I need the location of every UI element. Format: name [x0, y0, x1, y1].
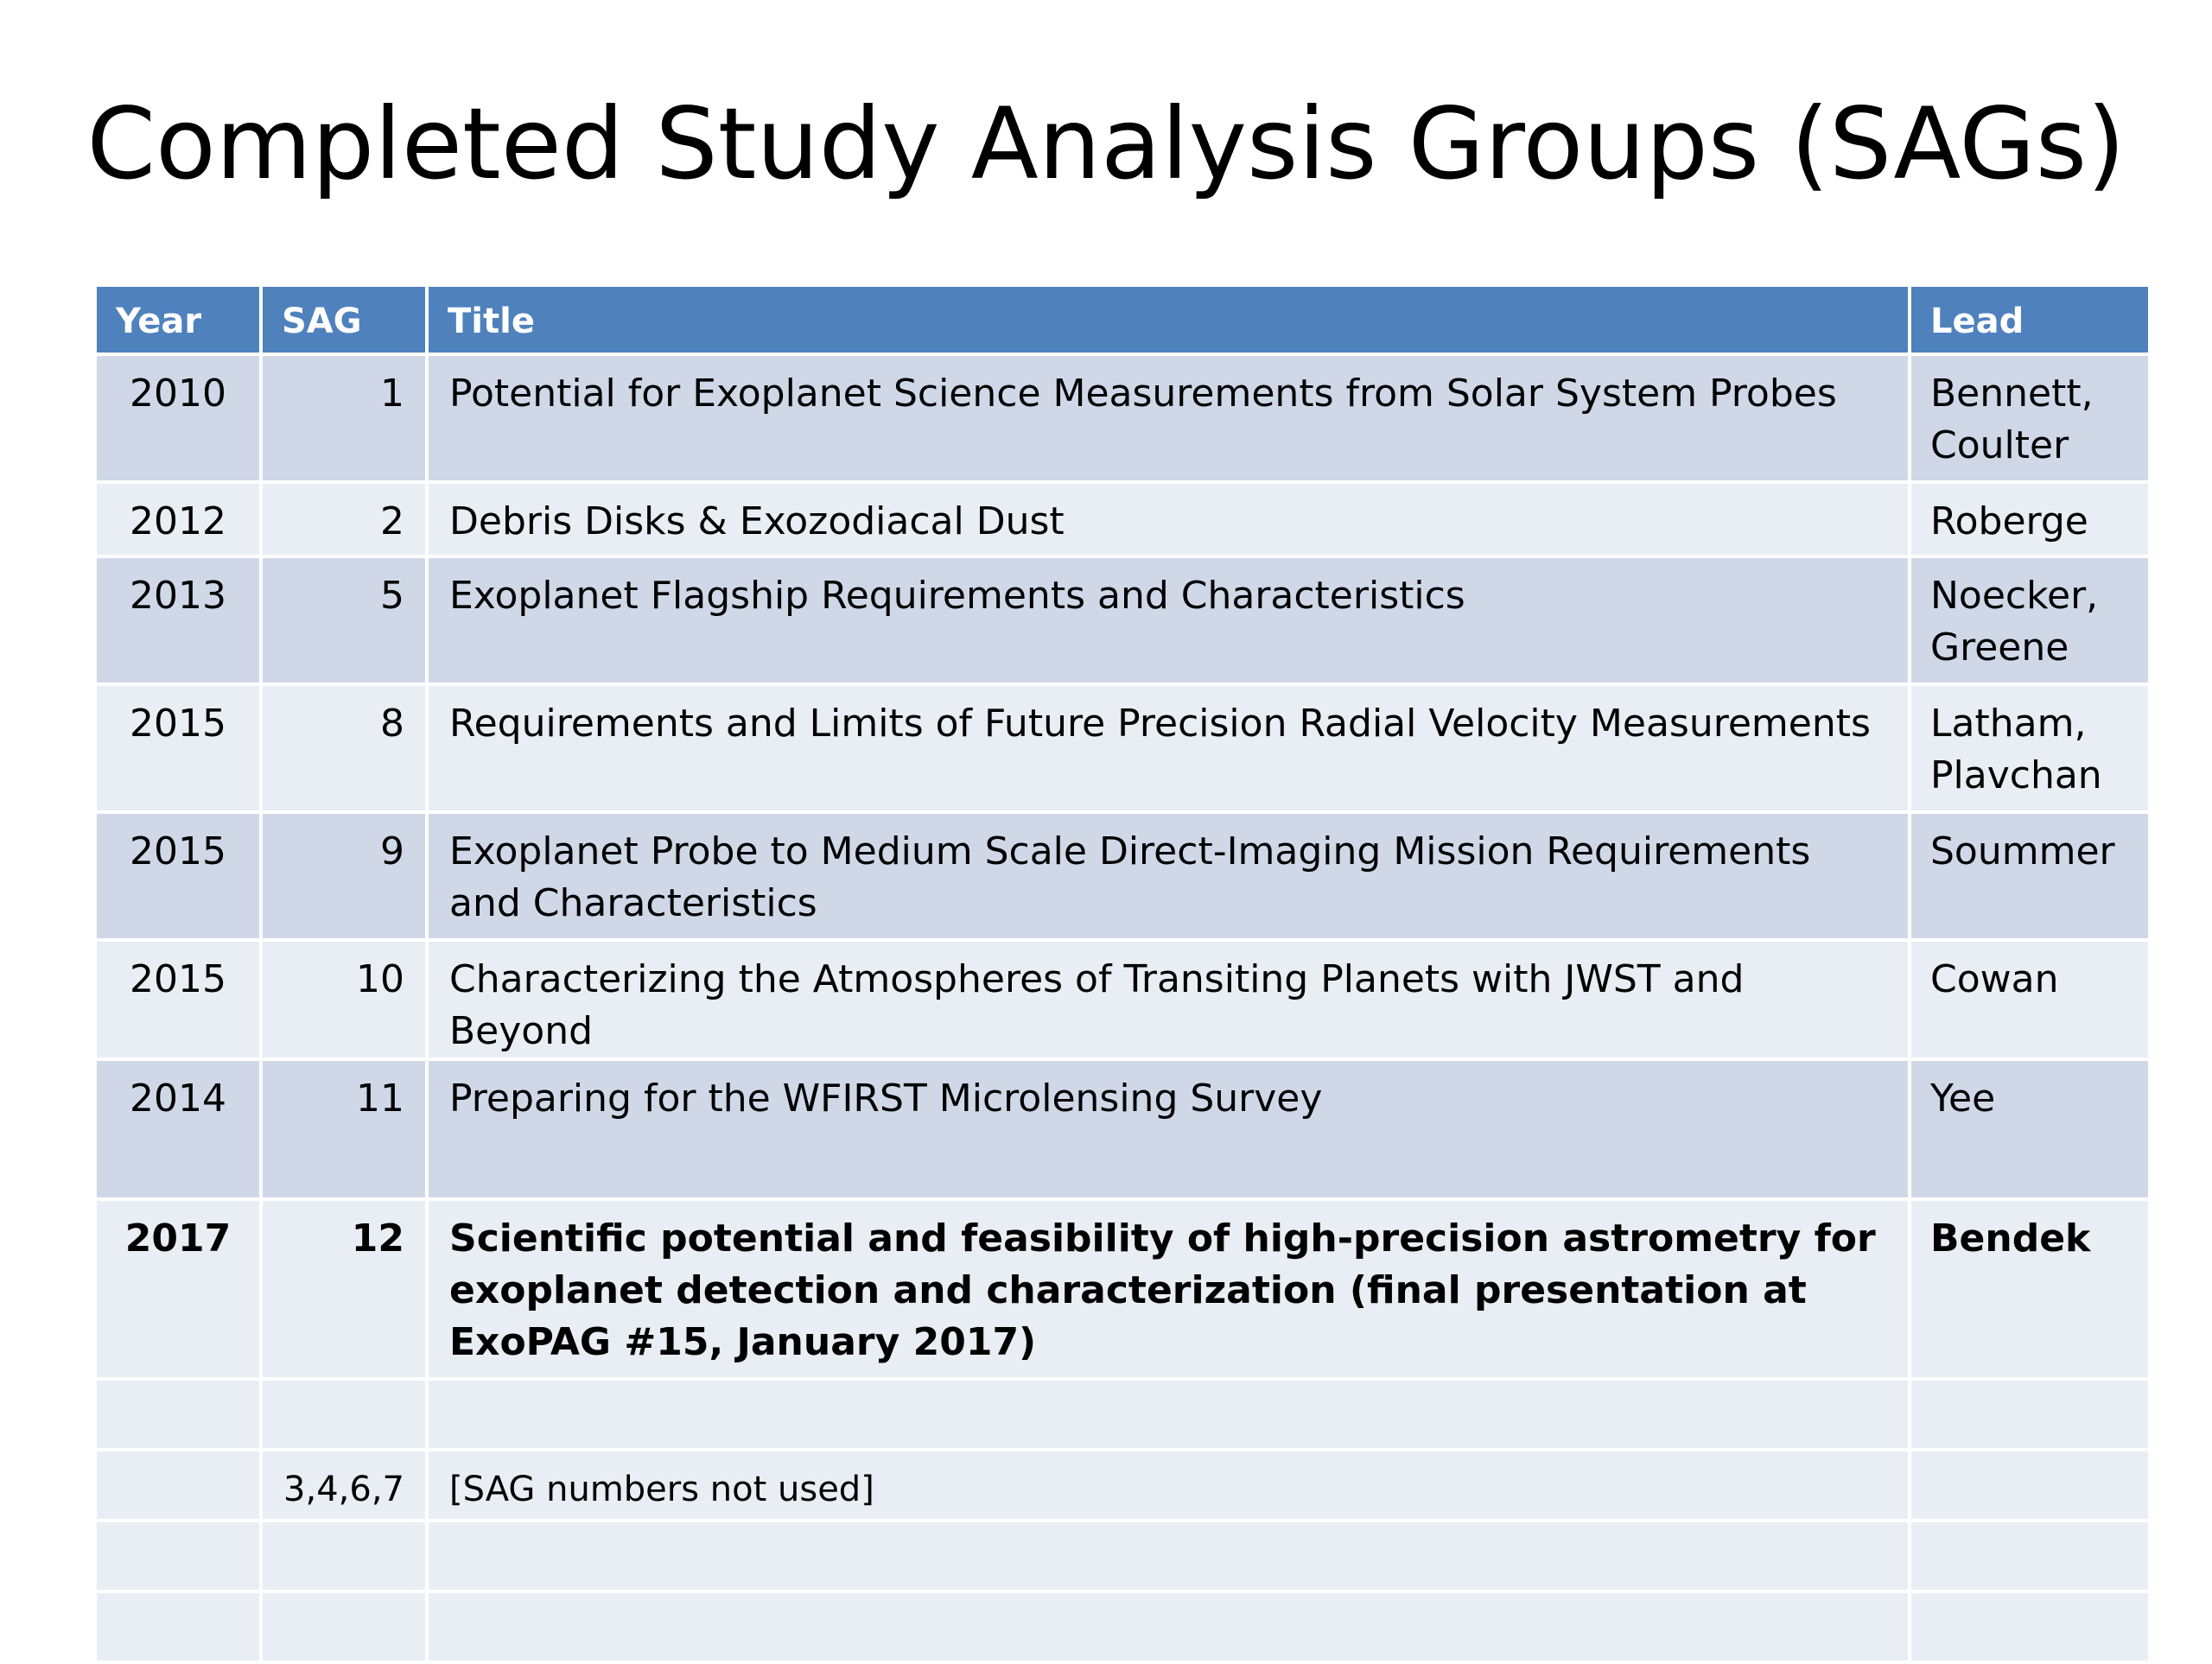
- table-row: [95, 684, 2150, 812]
- cell-year: [95, 1521, 261, 1591]
- cell-title: [SAG numbers not used]: [427, 1450, 1910, 1521]
- cell-title: Exoplanet Probe to Medium Scale Direct-Imaging Mission Requirements and Characteristics: [427, 812, 1910, 940]
- header-year: Year: [95, 285, 261, 354]
- cell-title: Debris Disks & Exozodiacal Dust: [427, 482, 1910, 556]
- cell-year: 2017: [95, 1199, 261, 1379]
- cell-year: 2013: [95, 556, 261, 684]
- cell-sag: 3,4,6,7: [261, 1450, 427, 1521]
- cell-year: 2014: [95, 1059, 261, 1199]
- slide-title: Completed Study Analysis Groups (SAGs): [86, 86, 2126, 201]
- cell-year: 2015: [95, 812, 261, 940]
- cell-sag: [261, 1521, 427, 1591]
- table-row: [95, 1591, 2150, 1662]
- cell-year: 2015: [95, 684, 261, 812]
- table-header-row: [95, 285, 2150, 354]
- table-row: [95, 940, 2150, 1059]
- cell-year: 2010: [95, 354, 261, 482]
- cell-title: Characterizing the Atmospheres of Transiting Planets with JWST and Beyond: [427, 940, 1910, 1059]
- cell-sag: 8: [261, 684, 427, 812]
- cell-lead: Soummer: [1910, 812, 2150, 940]
- cell-title: Scientific potential and feasibility of high-precision astrometry for exoplanet detection and characterization (final presentation at ExoPAG #15, January 2017): [427, 1199, 1910, 1379]
- cell-sag: 5: [261, 556, 427, 684]
- header-lead: Lead: [1910, 285, 2150, 354]
- cell-sag: [261, 1591, 427, 1662]
- table-row: [95, 812, 2150, 940]
- cell-lead: Yee: [1910, 1059, 2150, 1199]
- cell-title: Exoplanet Flagship Requirements and Characteristics: [427, 556, 1910, 684]
- cell-sag: 10: [261, 940, 427, 1059]
- sag-table: [93, 283, 2152, 1664]
- cell-lead: [1910, 1379, 2150, 1450]
- cell-year: [95, 1450, 261, 1521]
- cell-sag: 2: [261, 482, 427, 556]
- table-row: [95, 482, 2150, 556]
- header-sag: SAG: [261, 285, 427, 354]
- cell-title: [427, 1521, 1910, 1591]
- table-row: [95, 1059, 2150, 1199]
- table-row: [95, 556, 2150, 684]
- cell-year: 2012: [95, 482, 261, 556]
- cell-year: [95, 1591, 261, 1662]
- table-row: [95, 1450, 2150, 1521]
- cell-lead: [1910, 1521, 2150, 1591]
- cell-title: Preparing for the WFIRST Microlensing Survey: [427, 1059, 1910, 1199]
- cell-lead: Noecker, Greene: [1910, 556, 2150, 684]
- cell-lead: Bennett, Coulter: [1910, 354, 2150, 482]
- cell-sag: 11: [261, 1059, 427, 1199]
- table-row: [95, 354, 2150, 482]
- cell-title: [427, 1591, 1910, 1662]
- cell-sag: 1: [261, 354, 427, 482]
- cell-title: Potential for Exoplanet Science Measurements from Solar System Probes: [427, 354, 1910, 482]
- cell-lead: [1910, 1591, 2150, 1662]
- cell-lead: Roberge: [1910, 482, 2150, 556]
- cell-lead: Cowan: [1910, 940, 2150, 1059]
- table-row: [95, 1379, 2150, 1450]
- cell-lead: Latham, Plavchan: [1910, 684, 2150, 812]
- cell-lead: Bendek: [1910, 1199, 2150, 1379]
- cell-title: Requirements and Limits of Future Precision Radial Velocity Measurements: [427, 684, 1910, 812]
- cell-lead: [1910, 1450, 2150, 1521]
- cell-sag: 12: [261, 1199, 427, 1379]
- cell-title: [427, 1379, 1910, 1450]
- cell-sag: [261, 1379, 427, 1450]
- header-title: Title: [427, 285, 1910, 354]
- table-row: [95, 1199, 2150, 1379]
- cell-year: [95, 1379, 261, 1450]
- table-row: [95, 1521, 2150, 1591]
- cell-sag: 9: [261, 812, 427, 940]
- cell-year: 2015: [95, 940, 261, 1059]
